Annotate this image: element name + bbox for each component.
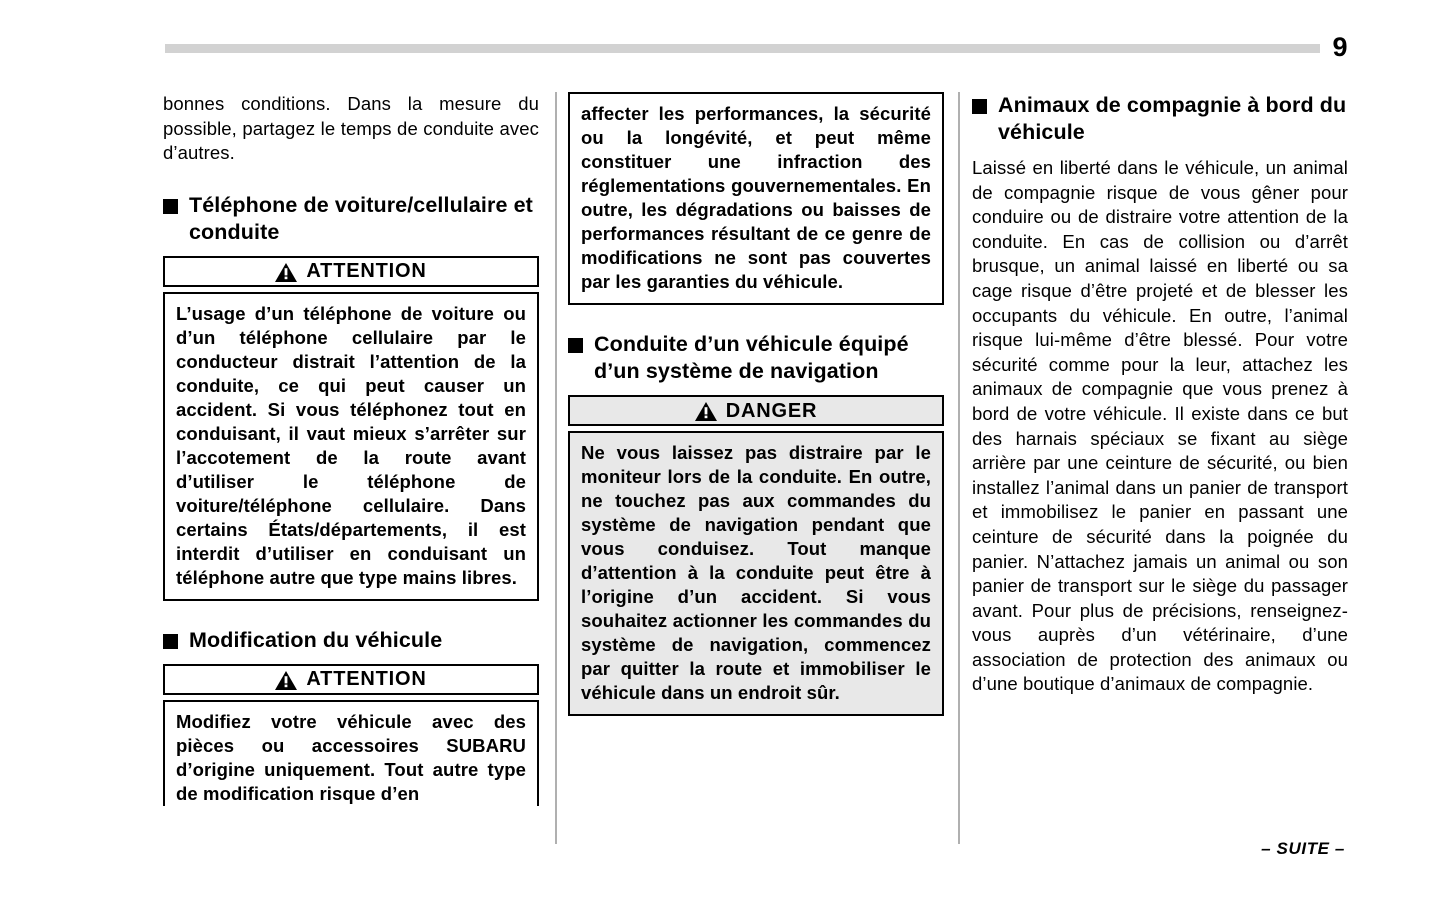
attention-body-modification <box>163 700 539 806</box>
square-bullet-icon <box>568 338 583 353</box>
section-heading-label: Conduite d’un véhicule équipé d’un système de navigation <box>594 332 909 383</box>
header-rule <box>165 44 1320 53</box>
square-bullet-icon <box>163 199 178 214</box>
attention-header-phone <box>163 256 539 287</box>
section-heading-phone-driving <box>163 192 539 246</box>
danger-body-navigation <box>568 431 944 716</box>
square-bullet-icon <box>163 634 178 649</box>
warning-triangle-icon <box>275 263 297 282</box>
warning-triangle-icon <box>275 671 297 690</box>
section-heading-vehicle-modification <box>163 627 539 654</box>
attention-body-text-continued: affecter les performances, la sécurité ou la longévité, et peut même constituer une infraction des réglementations gouvernementales. En outre, les dégradations ou baisses de performances résultant de ce genre de modifications ne sont pas couvertes par les garanties du véhicule. <box>581 103 931 292</box>
column-divider-1 <box>555 92 557 844</box>
page-header <box>0 0 1445 78</box>
section-heading-navigation-driving <box>568 331 944 385</box>
danger-header-navigation <box>568 395 944 426</box>
section-heading-label: Modification du véhicule <box>189 627 443 652</box>
attention-body-text: L’usage d’un téléphone de voiture ou d’un téléphone cellulaire par le conducteur distrait l’attention de la conduite, ce qui peut causer un accident. Si vous téléphonez tout en conduisant, il vaut mieux s’arrêter sur l’accotement de la route avant d’utiliser le téléphone de voiture/téléphone cellulaire. Dans certains États/départements, il est interdit d’utiliser en conduisant un téléphone autre que type mains libres. <box>176 302 526 588</box>
column-2 <box>568 92 944 716</box>
page-number: 9 <box>1332 32 1347 62</box>
section-heading-label: Animaux de compagnie à bord du véhicule <box>998 93 1347 144</box>
page-columns <box>0 92 1445 852</box>
column-divider-2 <box>958 92 960 844</box>
section-heading-pets-onboard <box>972 92 1348 146</box>
square-bullet-icon <box>972 99 987 114</box>
page-footer <box>0 839 1445 869</box>
attention-header-modification <box>163 664 539 695</box>
warning-triangle-icon <box>695 402 717 421</box>
attention-body-modification-continued <box>568 92 944 305</box>
danger-header-label: DANGER <box>725 399 818 422</box>
continued-paragraph: bonnes conditions. Dans la mesure du possible, partagez le temps de conduite avec d’autres. <box>163 93 539 164</box>
attention-body-text: Modifiez votre véhicule avec des pièces ou accessoires SUBARU d’origine uniquement. Tout autre type de modification risque d’en <box>176 710 526 804</box>
attention-header-label: ATTENTION <box>306 668 427 691</box>
attention-header-label: ATTENTION <box>306 260 427 283</box>
attention-body-phone <box>163 292 539 601</box>
continuation-note: – SUITE – <box>1261 839 1345 858</box>
danger-body-text: Ne vous laissez pas distraire par le moniteur lors de la conduite. En outre, ne touchez pas aux commandes du système de navigation pendant que vous conduisez. Tout manque d’attention à la conduite peut être à l’origine d’un accident. Si vous souhaitez actionner les commandes du système de navigation, commencez par quitter la route et immobiliser le véhicule dans un endroit sûr. <box>581 442 931 703</box>
column-3 <box>972 92 1348 697</box>
pets-paragraph: Laissé en liberté dans le véhicule, un animal de compagnie risque de vous gêner pour conduire ou de distraire votre attention de la conduite. En cas de collision ou d’arrêt brusque, un animal laissé en liberté ou sa cage risque d’être projeté et de blesser les occupants du véhicule. En outre, l’animal risque lui-même d’être blessé. Pour votre sécurité comme pour la leur, attachez les animaux de compagnie que vous prenez à bord de votre véhicule. Il existe dans ce but des harnais spéciaux se fixant au siège arrière par une ceinture de sécurité, ou bien installez l’animal dans un panier de transport et immobilisez le panier en passant une ceinture de sécurité dans la poignée du panier. N’attachez jamais un animal ou son panier de transport sur le siège du passager avant. Pour plus de précisions, renseignez-vous auprès d’un vétérinaire, d’une association de protection des animaux ou d’une boutique d’animaux de compagnie. <box>972 157 1348 695</box>
section-heading-label: Téléphone de voiture/cellulaire et conduite <box>189 192 533 244</box>
column-1 <box>163 92 539 806</box>
